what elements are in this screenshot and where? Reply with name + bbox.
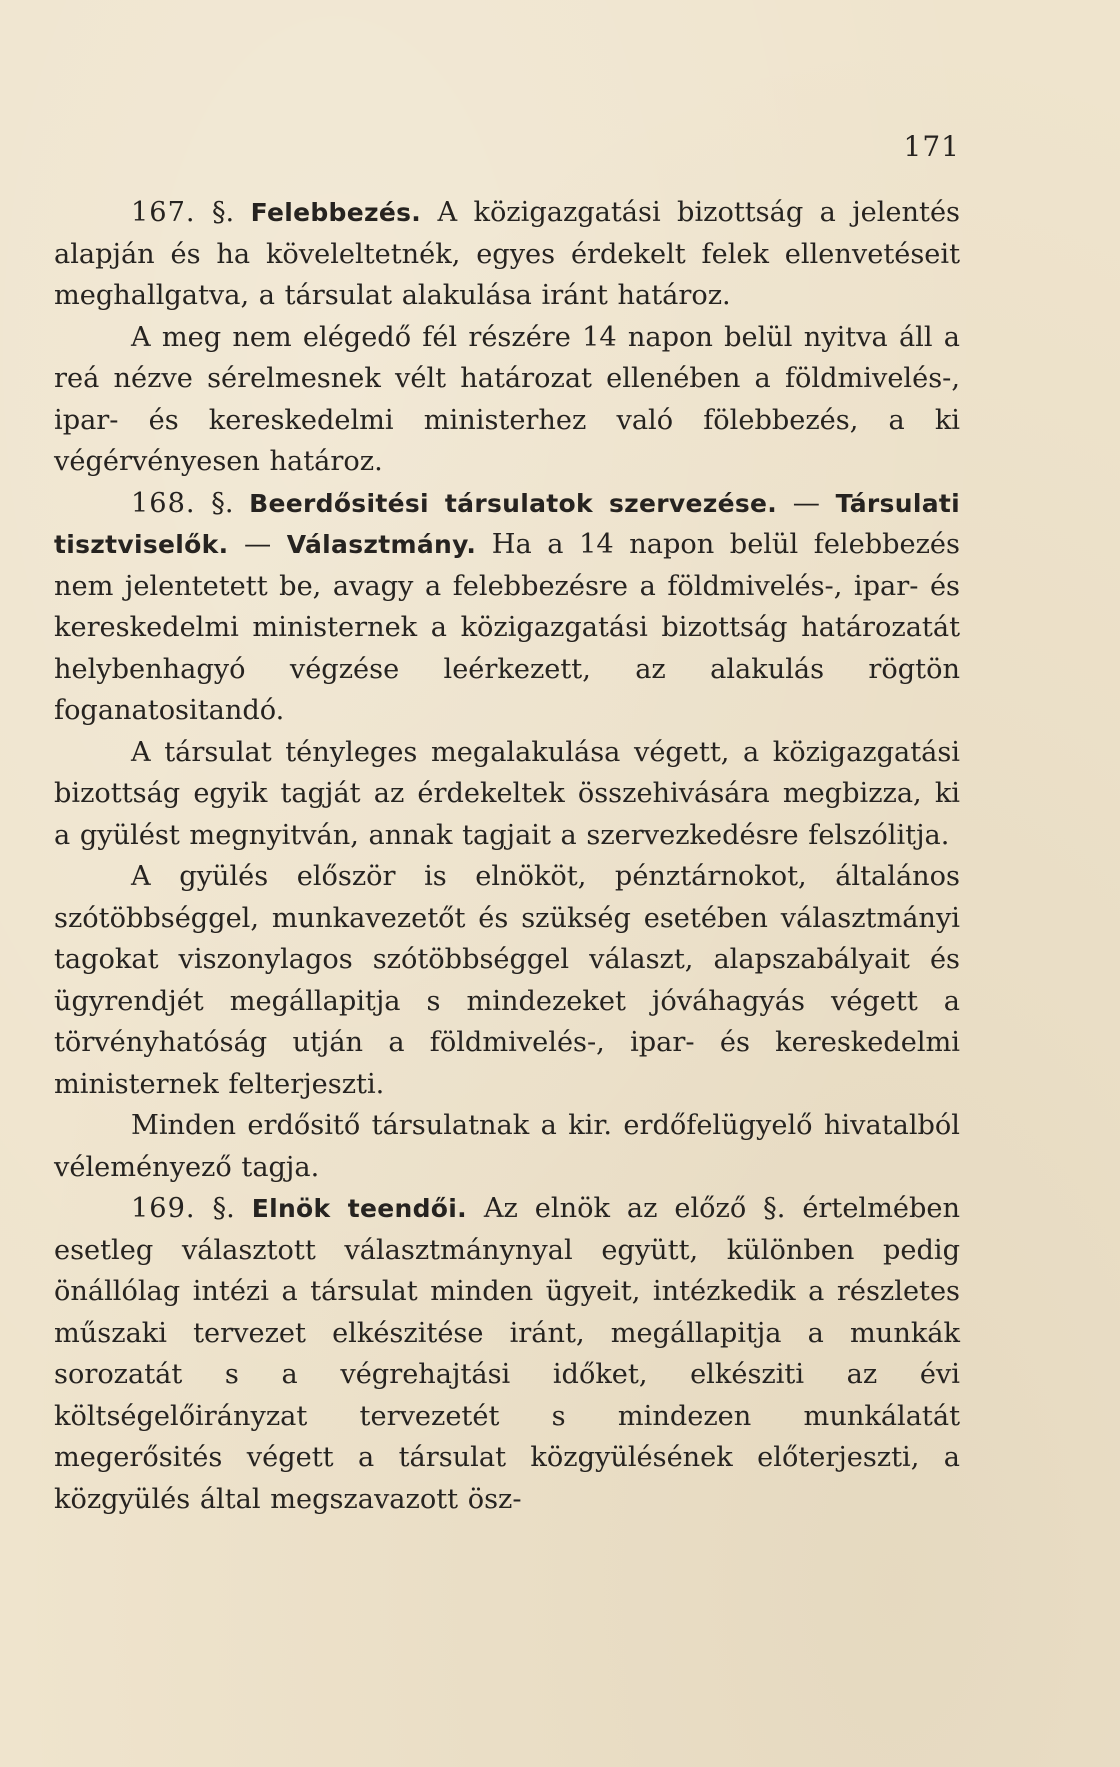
section-heading: Felebbezés.: [250, 198, 422, 227]
section-text: Ha a 14 napon belül felebbezés nem jelentetett be, avagy a felebbezésre a földmivelés-, ipar- és kereskedelmi ministernek a közigazgatási bizottság határozatát helybenhagyó végzése leérkezett, az alakulás rögtön foganatositandó.: [54, 529, 960, 726]
section-heading: Elnök teendői.: [251, 1194, 467, 1223]
section-168: [54, 483, 960, 732]
section-169: [54, 1188, 960, 1520]
page-number: 171: [903, 130, 960, 163]
section-167: [54, 192, 960, 317]
paragraph-sign: §.: [212, 1193, 235, 1224]
body-text: [54, 192, 960, 1520]
heading-dash: —: [792, 487, 820, 519]
paragraph-sign: §.: [211, 487, 234, 519]
section-heading: Társulati tisztviselők.: [54, 488, 960, 559]
section-heading: Választmány.: [286, 530, 477, 559]
section-text: Az elnök az előző §. értelmében esetleg választott választmánynyal együtt, különben pedig önállólag intézi a társulat minden ügyeit, intézkedik a részletes műszaki tervezet elkészitése iránt, megállapitja a munkák sorozatát s a végrehajtási időket, elkésziti az évi költségelőirányzat tervezetét s mindezen munkálatát megerősités végett a társulat közgyülésének előterjeszti, a közgyülés által megszavazott ösz-: [54, 1193, 960, 1515]
section-number: 167.: [131, 197, 196, 228]
paragraph: A gyülés először is elnököt, pénztárnokot, általános szótöbbséggel, munkavezetőt és szükség esetében választmányi tagokat viszonylagos szótöbbséggel választ, alapszabályait és ügyrendjét megállapitja s mindezeket jóváhagyás végett a törvényhatóság utján a földmivelés-, ipar- és kereskedelmi ministernek felterjeszti.: [54, 861, 960, 1100]
heading-dash: —: [243, 529, 272, 560]
paragraph: A társulat tényleges megalakulása végett, a közigazgatási bizottság egyik tagját az érdekeltek összehivására megbizza, ki a gyülést megnyitván, annak tagjait a szervezkedésre felszólitja.: [54, 736, 960, 851]
section-text: A közigazgatási bizottság a jelentés alapján és ha köveleltetnék, egyes érdekelt felek ellenvetéseit meghallgatva, a társulat alakulása iránt határoz.: [54, 197, 960, 311]
paragraph: A meg nem elégedő fél részére 14 napon belül nyitva áll a reá nézve sérelmesnek vélt határozat ellenében a földmivelés-, ipar- és kereskedelmi ministerhez való fölebbezés, a ki végérvényesen határoz.: [54, 321, 960, 477]
paragraph-sign: §.: [211, 197, 235, 228]
section-heading: Beerdősitési társulatok szervezése.: [249, 488, 778, 518]
paragraph: Minden erdősitő társulatnak a kir. erdőfelügyelő hivatalból véleményező tagja.: [54, 1110, 960, 1183]
section-number: 168.: [131, 487, 196, 519]
section-number: 169.: [131, 1193, 196, 1224]
